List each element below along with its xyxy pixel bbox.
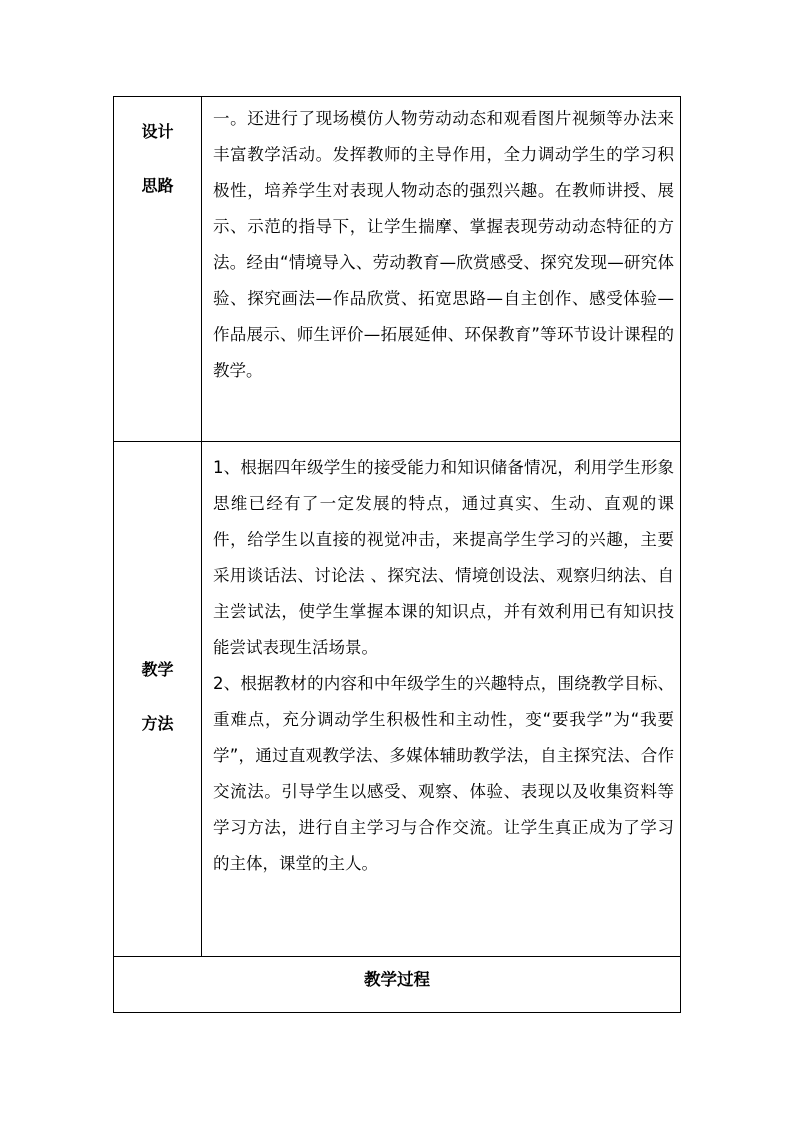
teaching-method-label — [114, 442, 202, 956]
label-line: 教学 — [141, 660, 174, 679]
teaching-process-row — [114, 957, 680, 1012]
label-line: 方法 — [141, 714, 174, 733]
paragraph: 1、根据四年级学生的接受能力和知识储备情况，利用学生形象思维已经有了一定发展的特点，通过真实、生动、直观的课件，给学生以直接的视觉冲击，来提高学生学习的兴趣，主要采用谈话法、讨论法 、探究法、情境创设法、观察归纳法、自主尝试法，使学生掌握本课的知识点，并有效利用已有知识技能尝试表现生活场景。 — [213, 458, 674, 657]
teaching-process-heading: 教学过程 — [364, 970, 430, 989]
design-idea-label — [114, 97, 202, 441]
label-line: 思路 — [141, 176, 174, 195]
paragraph: 2、根据教材的内容和中年级学生的兴趣特点，围绕教学目标、重难点，充分调动学生积极性和主动性，变“要我学”为“我要学”，通过直观教学法、多媒体辅助教学法，自主探究法、合作交流法。引导学生以感受、观察、体验、表现以及收集资料等学习方法，进行自主学习与合作交流。让学生真正成为了学习的主体，课堂的主人。 — [213, 674, 674, 873]
teaching-method-row — [114, 442, 680, 957]
design-idea-content — [202, 97, 680, 441]
label-line: 设计 — [141, 122, 174, 141]
design-idea-row — [114, 97, 680, 442]
teaching-method-content — [202, 442, 680, 956]
lesson-plan-table — [113, 96, 681, 1013]
paragraph: 一。还进行了现场模仿人物劳动动态和观看图片视频等办法来丰富教学活动。发挥教师的主导作用，全力调动学生的学习积极性，培养学生对表现人物动态的强烈兴趣。在教师讲授、展示、示范的指导下，让学生揣摩、掌握表现劳动动态特征的方法。经由“情境导入、劳动教育—欣赏感受、探究发现—研究体验、探究画法—作品欣赏、拓宽思路—自主创作、感受体验—作品展示、师生评价—拓展延伸、环保教育”等环节设计课程的教学。 — [213, 109, 674, 380]
